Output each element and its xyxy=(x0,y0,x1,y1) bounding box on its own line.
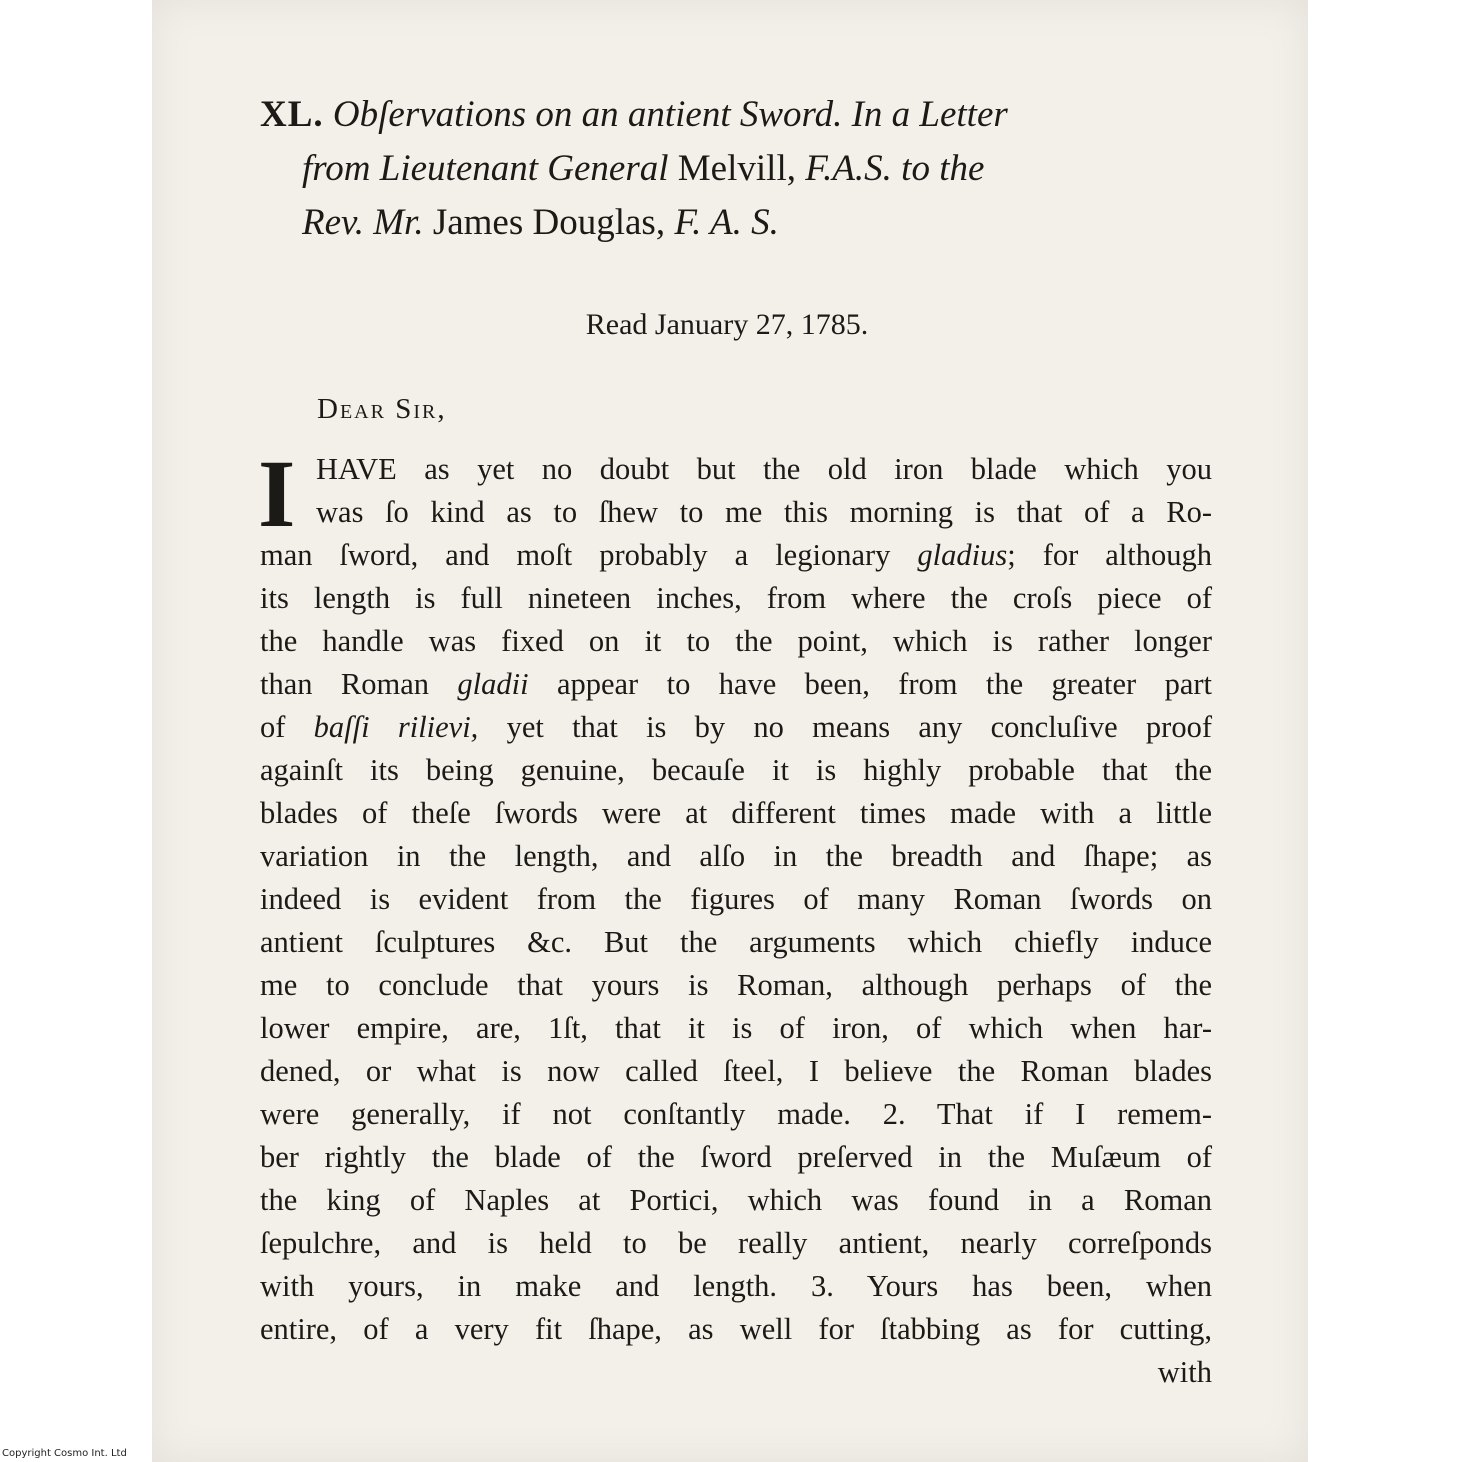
body-text: antient ſculptures &c. But the arguments which chiefly induce xyxy=(260,925,1212,959)
body-text: blades of theſe ſwords were at different times made with a little xyxy=(260,796,1212,830)
body-line xyxy=(260,663,1212,706)
body-line xyxy=(260,1222,1212,1265)
body-line xyxy=(260,835,1212,878)
body-line xyxy=(260,1136,1212,1179)
body-line xyxy=(260,1351,1212,1394)
body-line xyxy=(260,1265,1212,1308)
body-line xyxy=(260,1007,1212,1050)
body-text: man ſword, and moſt probably a legionary xyxy=(260,538,918,572)
body-text: was ſo kind as to ſhew to me this morning is that of a Ro- xyxy=(316,495,1212,529)
body-line xyxy=(260,706,1212,749)
read-date-text: Read January 27, 1785. xyxy=(585,308,869,341)
body-text: were generally, if not conſtantly made. 2. That if I remem- xyxy=(260,1097,1212,1131)
body-line xyxy=(260,1050,1212,1093)
body-text: of xyxy=(260,710,314,744)
article-number: XL. xyxy=(260,94,324,135)
title-text: Obſervations on an antient Sword. In a Letter xyxy=(332,94,1008,135)
body-text: entire, of a very fit ſhape, as well for ſtabbing as for cutting, xyxy=(260,1312,1212,1346)
title-line-1 xyxy=(260,88,1212,142)
body-text: variation in the length, and alſo in the breadth and ſhape; as xyxy=(260,839,1212,873)
body-text: with xyxy=(1157,1355,1212,1389)
body-text: its length is full nineteen inches, from where the croſs piece of xyxy=(260,581,1212,615)
body-text: the handle was fixed on it to the point, which is rather longer xyxy=(260,624,1212,658)
body-line xyxy=(260,577,1212,620)
title-line-3 xyxy=(260,196,1212,250)
read-date xyxy=(152,308,1308,342)
body-line xyxy=(260,792,1212,835)
title-line-2 xyxy=(260,142,1212,196)
italic-term: gladius xyxy=(917,538,1008,572)
italic-term: baſſi rilievi, xyxy=(313,710,479,744)
body-line xyxy=(260,620,1212,663)
title-line-3-a: Rev. Mr. xyxy=(302,202,424,243)
copyright-watermark: Copyright Cosmo Int. Ltd xyxy=(2,1448,127,1459)
drop-cap: I xyxy=(258,440,296,547)
body-line xyxy=(260,1093,1212,1136)
body-text: than Roman xyxy=(260,667,458,701)
body-text: ſepulchre, and is held to be really antient, nearly correſponds xyxy=(260,1226,1212,1260)
body-text: the king of Naples at Portici, which was found in a Roman xyxy=(260,1183,1212,1217)
body-line xyxy=(260,534,1212,577)
body-text: me to conclude that yours is Roman, although perhaps of the xyxy=(260,968,1212,1002)
body-text: againſt its being genuine, becauſe it is highly probable that the xyxy=(260,753,1212,787)
title-line-3-c: F. A. S. xyxy=(674,202,779,243)
salutation: Dear Sir, xyxy=(317,393,447,425)
body-line xyxy=(260,749,1212,792)
body-line xyxy=(260,448,1212,491)
body-line xyxy=(260,878,1212,921)
body-text: appear to have been, from the greater part xyxy=(528,667,1212,701)
title-line-2-a: from Lieutenant General xyxy=(302,148,669,189)
body-text: ber rightly the blade of the ſword preſerved in the Muſæum of xyxy=(260,1140,1212,1174)
article-title xyxy=(260,88,1212,250)
italic-term: gladii xyxy=(457,667,529,701)
body-line xyxy=(260,1179,1212,1222)
title-line-2-c: F.A.S. to the xyxy=(805,148,985,189)
body-line xyxy=(260,1308,1212,1351)
body-line xyxy=(260,491,1212,534)
body-line xyxy=(260,964,1212,1007)
body-line xyxy=(260,921,1212,964)
body-text: HAVE as yet no doubt but the old iron blade which you xyxy=(316,452,1212,486)
body-text: dened, or what is now called ſteel, I believe the Roman blades xyxy=(260,1054,1212,1088)
body-text: indeed is evident from the figures of many Roman ſwords on xyxy=(260,882,1212,916)
author-name: Melvill, xyxy=(677,148,796,189)
body-text: lower empire, are, 1ſt, that it is of iron, of which when har- xyxy=(260,1011,1212,1045)
letter-body xyxy=(258,440,1212,1394)
body-text: yet that is by no means any concluſive proof xyxy=(478,710,1212,744)
body-text: with yours, in make and length. 3. Yours has been, when xyxy=(260,1269,1212,1303)
body-text: ; for although xyxy=(1007,538,1212,572)
recipient-name: James Douglas, xyxy=(432,202,666,243)
